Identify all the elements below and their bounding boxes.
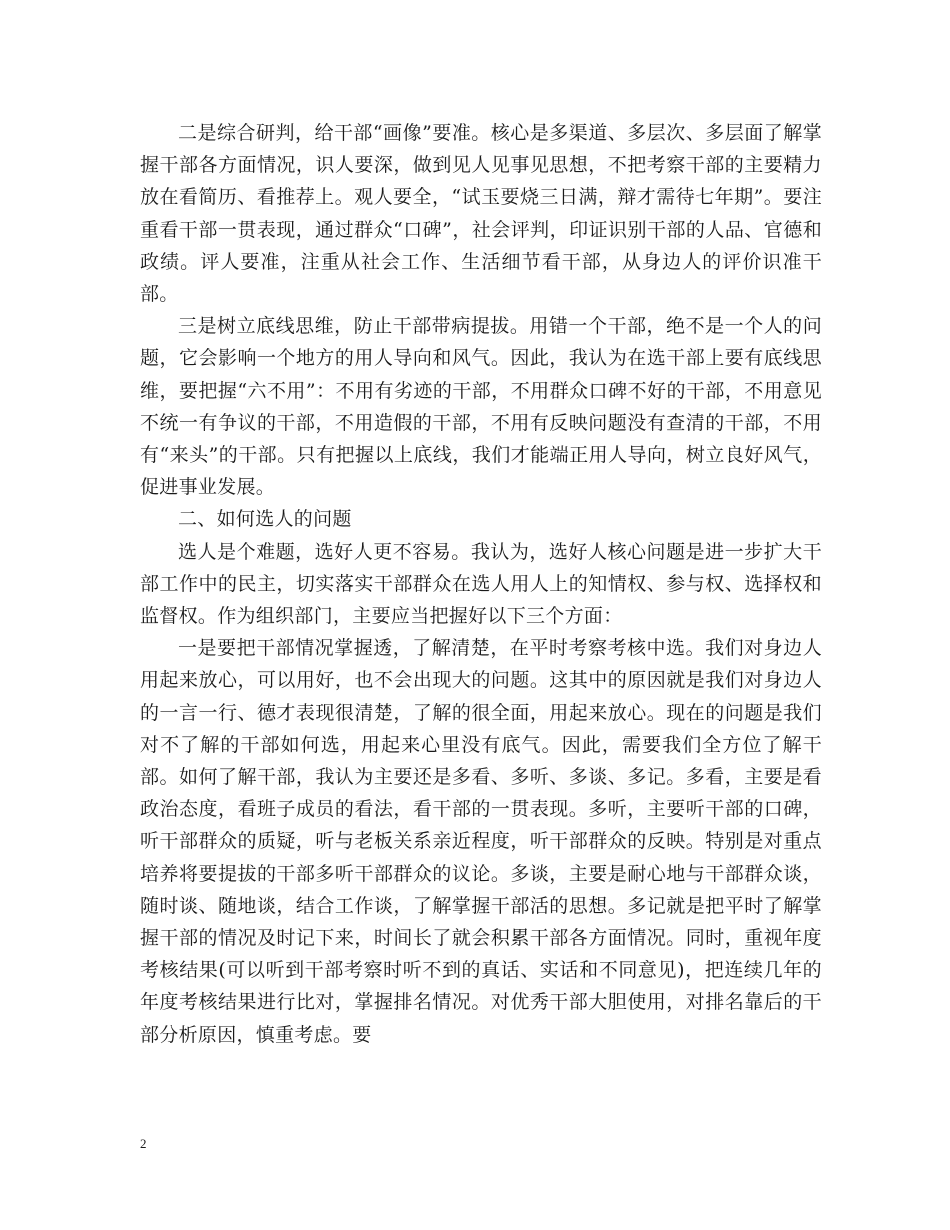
paragraph-know-cadres-well: 一是要把干部情况掌握透，了解清楚，在平时考察考核中选。我们对身边人用起来放心，可以用好，也不会出现大的问题。这其中的原因就是我们对身边人的一言一行、德才表现很清楚，了解的很全面，用起来放心。现在的问题是我们对不了解的干部如何选，用起来心里没有底气。因此，需要我们全方位了解干部。如何了解干部，我认为主要还是多看、多听、多谈、多记。多看，主要是看政治态度，看班子成员的看法，看干部的一贯表现。多听，主要听干部的口碑，听干部群众的质疑，听与老板关系亲近程度，听干部群众的反映。特别是对重点培养将要提拔的干部多听干部群众的议论。多谈，主要是耐心地与干部群众谈，随时谈、随地谈，结合工作谈，了解掌握干部活的思想。多记就是把平时了解掌握干部的情况及时记下来，时间长了就会积累干部各方面情况。同时，重视年度考核结果(可以听到干部考察时听不到的真话、实话和不同意见)，把连续几年的年度考核结果进行比对，掌握排名情况。对优秀干部大胆使用，对排名靠后的干部分析原因，慎重考虑。要: [140, 637, 822, 1046]
paragraph-comprehensive-judgment: 二是综合研判，给干部“画像”要准。核心是多渠道、多层次、多层面了解掌握干部各方面情况，识人要深，做到见人见事见思想，不把考察干部的主要精力放在看简历、看推荐上。观人要全，“试玉要烧三日满，辩才需待七年期”。要注重看干部一贯表现，通过群众“口碑”，社会评判，印证识别干部的人品、官德和政绩。评人要准，注重从社会工作、生活细节看干部，从身边人的评价识准干部。: [140, 122, 822, 306]
section-heading-how-to-select: 二、如何选人的问题: [178, 508, 352, 531]
page-number: 2: [140, 1136, 147, 1151]
paragraph-bottom-line-thinking: 三是树立底线思维，防止干部带病提拔。用错一个干部，绝不是一个人的问题，它会影响一个地方的用人导向和风气。因此，我认为在选干部上要有底线思维，要把握“六不用”：不用有劣迹的干部，不用群众口碑不好的干部，不用意见不统一有争议的干部，不用造假的干部，不用有反映问题没有查清的干部，不用有“来头”的干部。只有把握以上底线，我们才能端正用人导向，树立良好风气，促进事业发展。: [140, 315, 822, 499]
paragraph-selection-intro: 选人是个难题，选好人更不容易。我认为，选好人核心问题是进一步扩大干部工作中的民主，切实落实干部群众在选人用人上的知情权、参与权、选择权和监督权。作为组织部门，主要应当把握好以下三个方面：: [140, 540, 822, 628]
document-body: [140, 117, 822, 1051]
